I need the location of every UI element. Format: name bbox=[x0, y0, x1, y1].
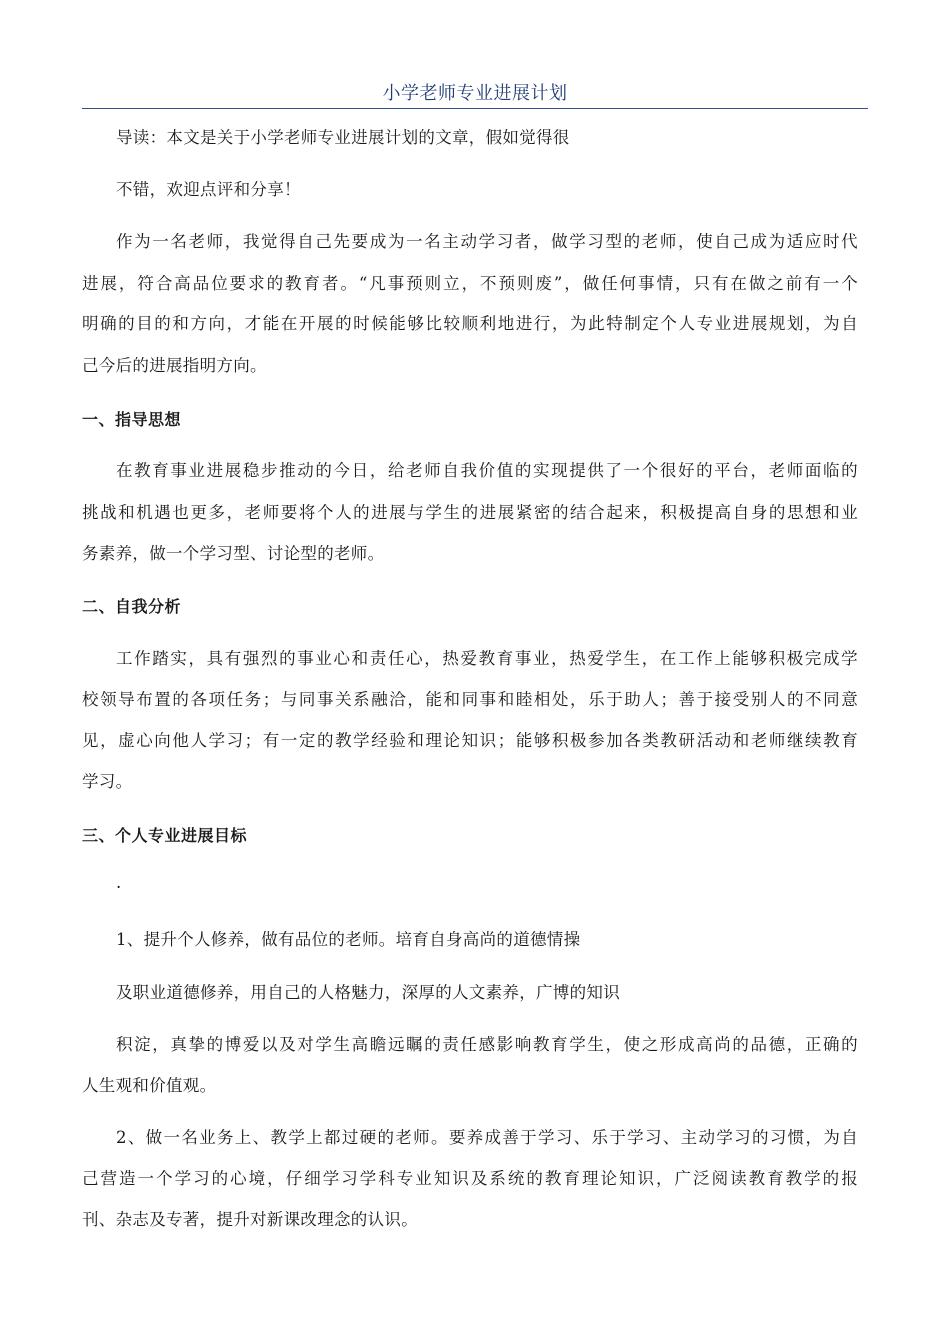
paragraph-line: 己今后的进展指明方向。 bbox=[82, 356, 267, 375]
paragraph-line: 在教育事业进展稳步推动的今日，给老师自我价值的实现提供了一个很好的平台，老师面临的 bbox=[116, 461, 858, 480]
title-divider bbox=[82, 108, 868, 109]
goal-line: 己营造一个学习的心境，仔细学习学科专业知识及系统的教育理论知识，广泛阅读教育教学的报 bbox=[82, 1169, 858, 1188]
paragraph-line: 作为一名老师，我觉得自己先要成为一名主动学习者，做学习型的老师，使自己成为适应时代 bbox=[116, 232, 858, 251]
paragraph-line: 见，虚心向他人学习；有一定的教学经验和理论知识；能够积极参加各类教研活动和老师继续教育 bbox=[82, 731, 858, 750]
section-heading: 二、自我分析 bbox=[82, 597, 182, 616]
goal-line: 人生观和价值观。 bbox=[82, 1076, 217, 1095]
bullet-dot: · bbox=[116, 878, 122, 897]
paragraph-line: 工作踏实，具有强烈的事业心和责任心，热爱教育事业，热爱学生，在工作上能够积极完成学 bbox=[116, 649, 858, 668]
goal-line: 及职业道德修养，用自己的人格魅力，深厚的人文素养，广博的知识 bbox=[116, 983, 620, 1002]
paragraph-line: 务素养，做一个学习型、讨论型的老师。 bbox=[82, 544, 385, 563]
goal-line: 刊、杂志及专著，提升对新课改理念的认识。 bbox=[82, 1210, 418, 1229]
paragraph-line: 进展，符合高品位要求的教育者。“凡事预则立，不预则废”，做任何事情，只有在做之前有一个 bbox=[82, 274, 858, 293]
document-title: 小学老师专业进展计划 bbox=[382, 83, 568, 104]
goal-line: 积淀，真挚的博爱以及对学生高瞻远瞩的责任感影响教育学生，使之形成高尚的品德，正确的 bbox=[116, 1035, 858, 1054]
section-heading: 一、指导思想 bbox=[82, 410, 182, 429]
intro-line: 不错，欢迎点评和分享！ bbox=[116, 180, 301, 199]
goal-line: 1、提升个人修养，做有品位的老师。培育自身高尚的道德情操 bbox=[116, 930, 581, 949]
paragraph-line: 明确的目的和方向，才能在开展的时候能够比较顺利地进行，为此特制定个人专业进展规划，为自 bbox=[82, 314, 858, 333]
section-heading: 三、个人专业进展目标 bbox=[82, 826, 248, 845]
goal-line: 2、做一名业务上、教学上都过硬的老师。要养成善于学习、乐于学习、主动学习的习惯，为自 bbox=[116, 1128, 858, 1147]
intro-line: 导读：本文是关于小学老师专业进展计划的文章，假如觉得很 bbox=[116, 128, 570, 147]
paragraph-line: 挑战和机遇也更多，老师要将个人的进展与学生的进展紧密的结合起来，积极提高自身的思想和业 bbox=[82, 503, 858, 522]
paragraph-line: 校领导布置的各项任务；与同事关系融洽，能和同事和睦相处，乐于助人；善于接受别人的不同意 bbox=[82, 690, 858, 709]
paragraph-line: 学习。 bbox=[82, 772, 133, 791]
